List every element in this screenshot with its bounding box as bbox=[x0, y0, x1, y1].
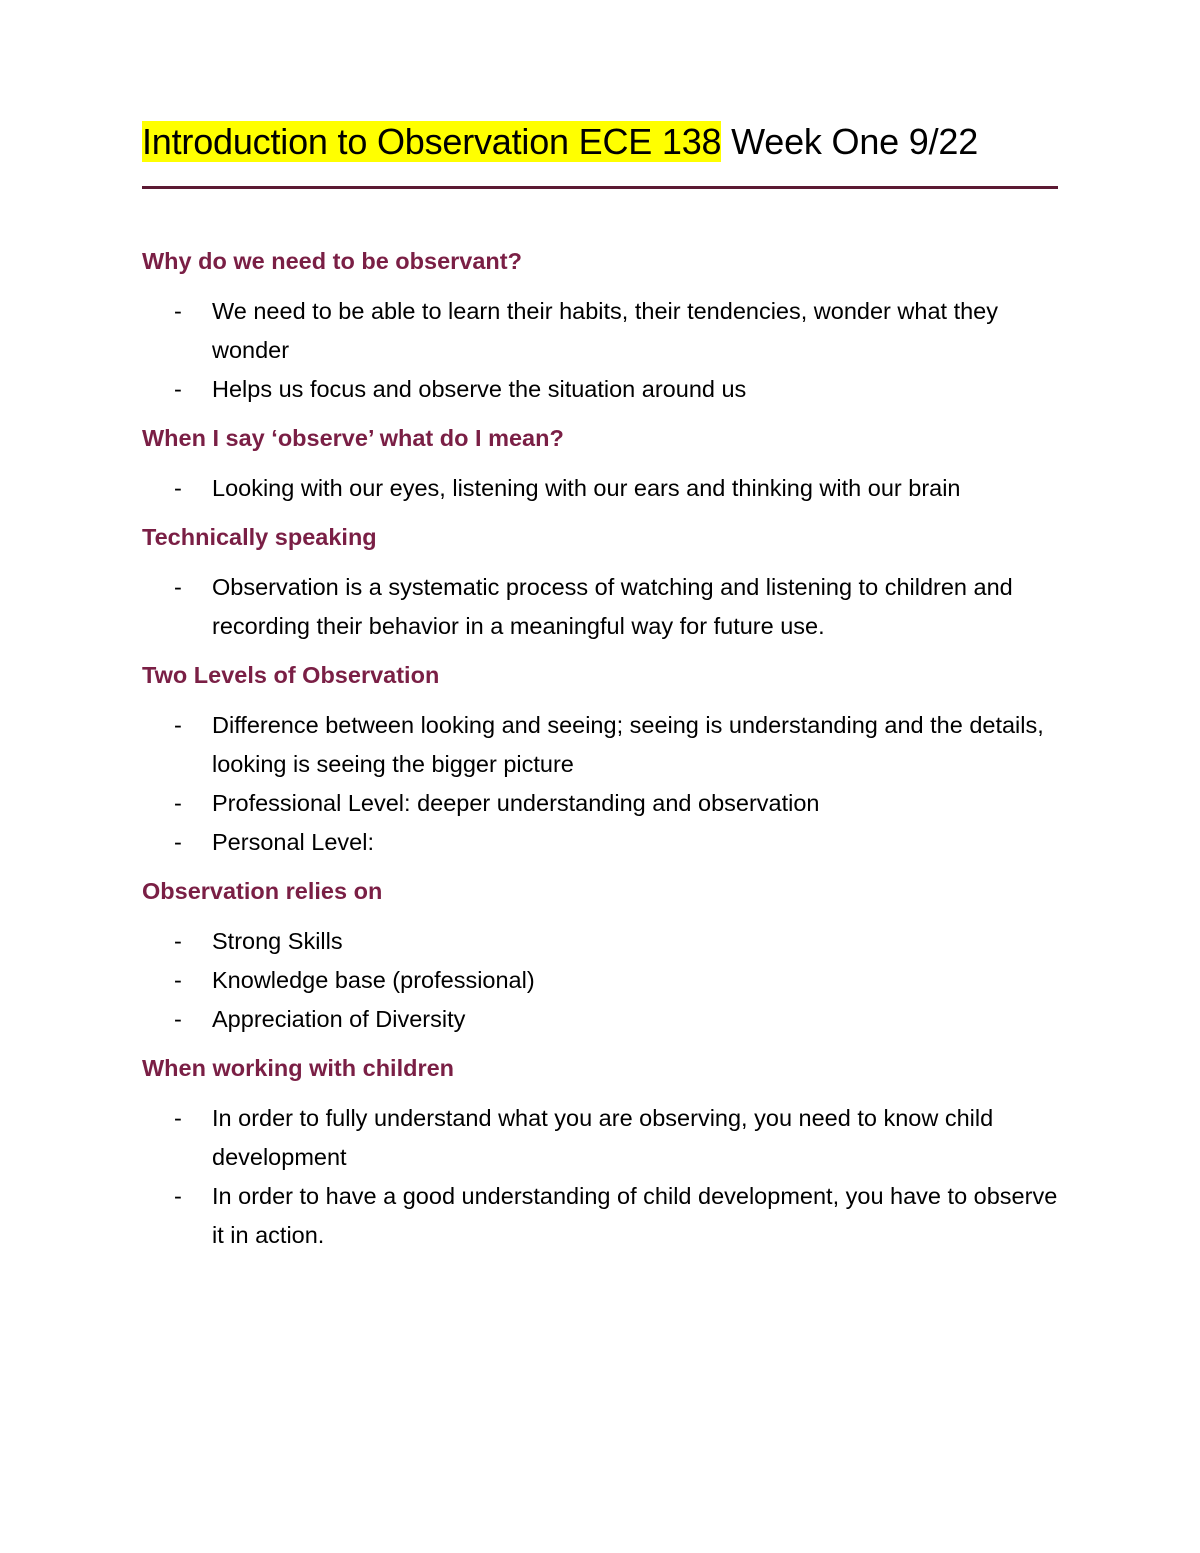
list-item bbox=[142, 568, 1058, 646]
bullet-text: We need to be able to learn their habits, their tendencies, wonder what they wonder bbox=[212, 298, 998, 363]
bullet-list bbox=[142, 568, 1058, 646]
bullet-text: Knowledge base (professional) bbox=[212, 967, 535, 993]
list-item bbox=[142, 961, 1058, 1000]
title-rest: Week One 9/22 bbox=[721, 121, 979, 162]
list-item bbox=[142, 823, 1058, 862]
list-item bbox=[142, 1000, 1058, 1039]
bullet-dash: - bbox=[174, 475, 182, 501]
list-item bbox=[142, 370, 1058, 409]
bullet-dash: - bbox=[174, 1105, 182, 1131]
bullet-dash: - bbox=[174, 967, 182, 993]
list-item bbox=[142, 292, 1058, 370]
bullet-text: Looking with our eyes, listening with our ears and thinking with our brain bbox=[212, 475, 961, 501]
bullet-dash: - bbox=[174, 376, 182, 402]
section-relies-on bbox=[142, 874, 1058, 1039]
bullet-dash: - bbox=[174, 829, 182, 855]
section-heading: Why do we need to be observant? bbox=[142, 248, 522, 274]
list-item bbox=[142, 1099, 1058, 1177]
bullet-list bbox=[142, 469, 1058, 508]
section-heading: Two Levels of Observation bbox=[142, 662, 440, 688]
bullet-dash: - bbox=[174, 1006, 182, 1032]
list-item bbox=[142, 922, 1058, 961]
section-working-with-children bbox=[142, 1051, 1058, 1255]
section-heading: When I say ‘observe’ what do I mean? bbox=[142, 425, 564, 451]
section-heading: Technically speaking bbox=[142, 524, 377, 550]
title-highlighted: Introduction to Observation ECE 138 bbox=[142, 121, 722, 162]
bullet-list bbox=[142, 292, 1058, 409]
bullet-text: Strong Skills bbox=[212, 928, 343, 954]
list-item bbox=[142, 1177, 1058, 1255]
section-two-levels bbox=[142, 658, 1058, 862]
bullet-text: Personal Level: bbox=[212, 829, 374, 855]
bullet-dash: - bbox=[174, 928, 182, 954]
bullet-text: Helps us focus and observe the situation around us bbox=[212, 376, 747, 402]
bullet-text: Difference between looking and seeing; seeing is understanding and the details, looking is seeing the bigger picture bbox=[212, 712, 1044, 777]
section-heading: When working with children bbox=[142, 1055, 455, 1081]
bullet-text: Professional Level: deeper understanding and observation bbox=[212, 790, 820, 816]
bullet-list bbox=[142, 922, 1058, 1039]
bullet-list bbox=[142, 706, 1058, 862]
bullet-list bbox=[142, 1099, 1058, 1255]
title-divider bbox=[142, 186, 1058, 189]
bullet-text: In order to have a good understanding of child development, you have to observe it in action. bbox=[212, 1183, 1058, 1248]
section-why-observant bbox=[142, 244, 1058, 409]
bullet-dash: - bbox=[174, 1183, 182, 1209]
list-item bbox=[142, 706, 1058, 784]
list-item bbox=[142, 469, 1058, 508]
bullet-dash: - bbox=[174, 790, 182, 816]
bullet-dash: - bbox=[174, 574, 182, 600]
list-item bbox=[142, 784, 1058, 823]
document-body bbox=[142, 244, 1058, 1267]
bullet-text: In order to fully understand what you are observing, you need to know child development bbox=[212, 1105, 994, 1170]
bullet-dash: - bbox=[174, 712, 182, 738]
section-heading: Observation relies on bbox=[142, 878, 383, 904]
bullet-text: Observation is a systematic process of watching and listening to children and recording their behavior in a meaningful way for future use. bbox=[212, 574, 1013, 639]
section-observe-meaning bbox=[142, 421, 1058, 508]
bullet-dash: - bbox=[174, 298, 182, 324]
bullet-text: Appreciation of Diversity bbox=[212, 1006, 466, 1032]
document-title bbox=[142, 116, 978, 168]
section-technically-speaking bbox=[142, 520, 1058, 646]
